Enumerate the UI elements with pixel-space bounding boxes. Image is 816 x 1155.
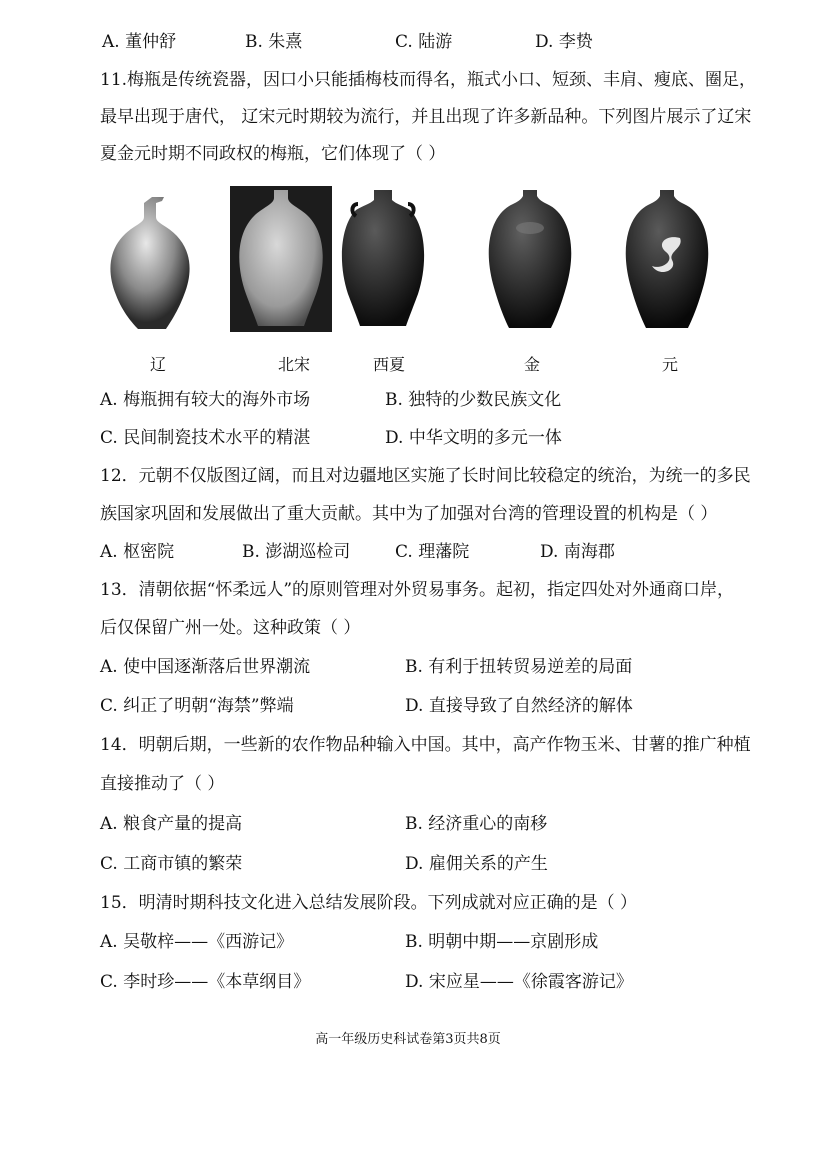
- q13-option-b: B. 有利于扭转贸易逆差的局面: [405, 657, 633, 677]
- q13-option-d: D. 直接导致了自然经济的解体: [405, 696, 633, 716]
- q11-option-c: C. 民间制瓷技术水平的精湛: [100, 428, 311, 448]
- vase-label-liao: 辽: [150, 355, 167, 374]
- q13-option-a: A. 使中国逐渐落后世界潮流: [100, 657, 311, 677]
- vase-label-northern-song: 北宋: [278, 355, 311, 374]
- q11-stem-line-2: 最早出现于唐代， 辽宋元时期较为流行，并且出现了许多新品种。下列图片展示了辽宋: [100, 107, 752, 127]
- jin-vase-image: [485, 188, 575, 332]
- western-xia-vase-image: [338, 186, 428, 332]
- q15-option-c: C. 李时珍——《本草纲目》: [100, 972, 311, 992]
- northern-song-vase-image: [230, 186, 332, 332]
- q11-option-b: B. 独特的少数民族文化: [385, 390, 562, 410]
- q11-option-d: D. 中华文明的多元一体: [385, 428, 562, 448]
- q14-option-c: C. 工商市镇的繁荣: [100, 854, 243, 874]
- q15-stem-line-1: 15．明清时期科技文化进入总结发展阶段。下列成就对应正确的是（ ）: [100, 893, 638, 913]
- q12-option-c: C. 理藩院: [395, 542, 470, 562]
- q10-option-c: C. 陆游: [395, 32, 453, 52]
- q10-option-a: A. 董仲舒: [102, 32, 177, 52]
- vase-label-yuan: 元: [662, 355, 679, 374]
- q11-stem-line-1: 11.梅瓶是传统瓷器，因口小只能插梅枝而得名，瓶式小口、短颈、丰肩、瘦底、圈足，: [100, 70, 757, 90]
- q13-stem-line-2: 后仅保留广州一处。这种政策（ ）: [100, 618, 361, 638]
- q13-option-c: C. 纠正了明朝“海禁”弊端: [100, 696, 294, 716]
- q12-stem-line-1: 12．元朝不仅版图辽阔，而且对边疆地区实施了长时间比较稳定的统治，为统一的多民: [100, 466, 751, 486]
- liao-vase-image: [100, 195, 200, 335]
- q12-option-b: B. 澎湖巡检司: [242, 542, 351, 562]
- q10-option-d: D. 李贽: [535, 32, 593, 52]
- q12-option-a: A. 枢密院: [100, 542, 175, 562]
- page-footer: 高一年级历史科试卷第3页共8页: [315, 1032, 501, 1047]
- vase-label-western-xia: 西夏: [373, 355, 406, 374]
- q15-option-b: B. 明朝中期——京剧形成: [405, 932, 599, 952]
- q12-option-d: D. 南海郡: [540, 542, 615, 562]
- q14-option-a: A. 粮食产量的提高: [100, 814, 243, 834]
- q15-option-d: D. 宋应星——《徐霞客游记》: [405, 972, 633, 992]
- q15-option-a: A. 吴敬梓——《西游记》: [100, 932, 294, 952]
- q14-stem-line-1: 14．明朝后期，一些新的农作物品种输入中国。其中，高产作物玉米、甘薯的推广种植: [100, 735, 751, 755]
- q11-option-a: A. 梅瓶拥有较大的海外市场: [100, 390, 311, 410]
- q10-option-b: B. 朱熹: [245, 32, 303, 52]
- q11-stem-line-3: 夏金元时期不同政权的梅瓶，它们体现了（ ）: [100, 144, 446, 164]
- q14-option-b: B. 经济重心的南移: [405, 814, 548, 834]
- q12-stem-line-2: 族国家巩固和发展做出了重大贡献。其中为了加强对台湾的管理设置的机构是（ ）: [100, 504, 718, 524]
- q14-option-d: D. 雇佣关系的产生: [405, 854, 548, 874]
- q14-stem-line-2: 直接推动了（ ）: [100, 774, 225, 794]
- q13-stem-line-1: 13．清朝依据“怀柔远人”的原则管理对外贸易事务。起初，指定四处对外通商口岸，: [100, 580, 735, 600]
- yuan-vase-image: [622, 188, 712, 332]
- vase-label-jin: 金: [524, 355, 541, 374]
